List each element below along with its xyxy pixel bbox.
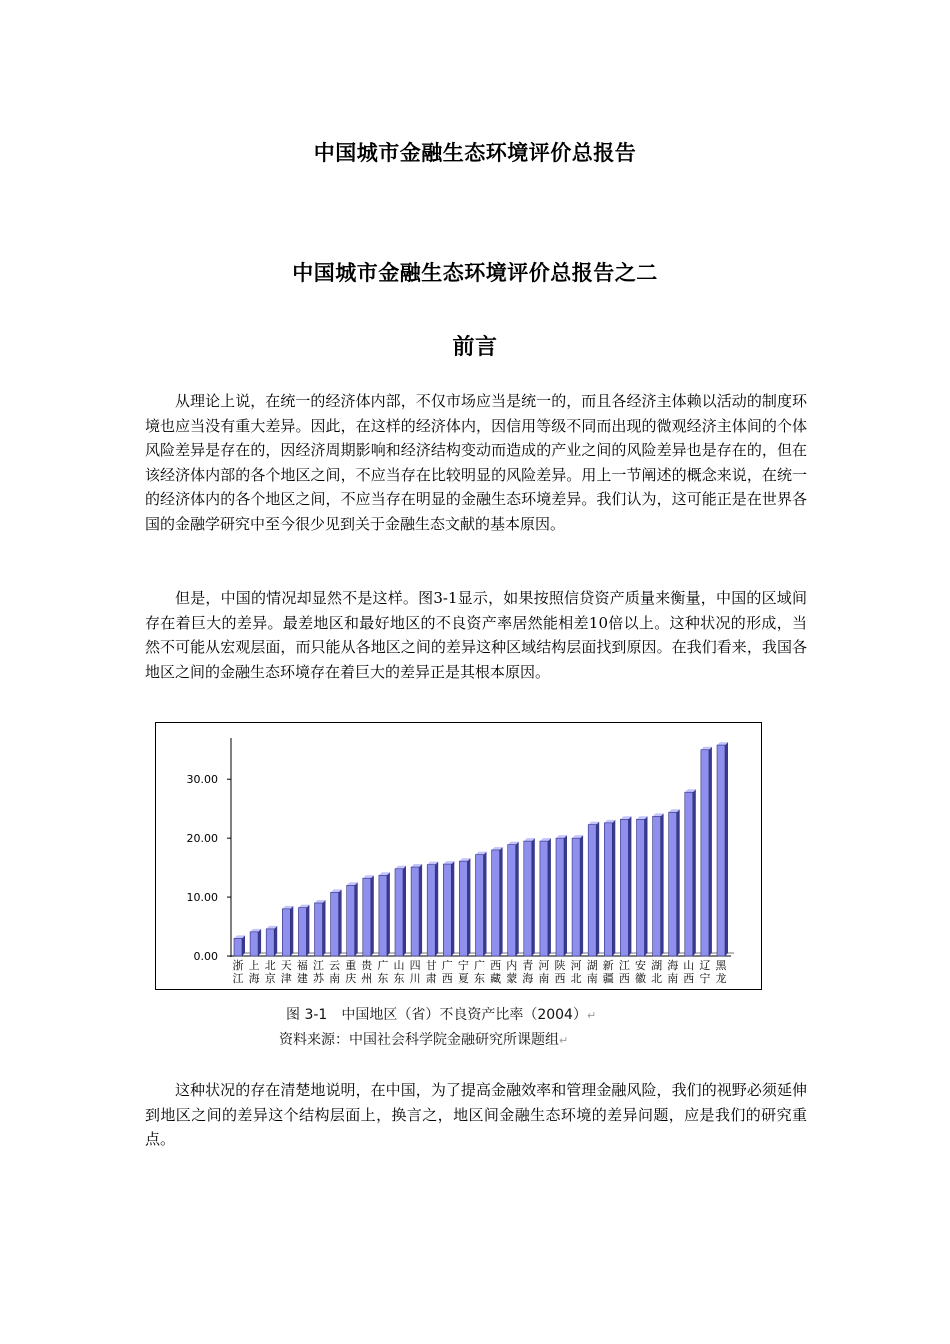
bar-chart — [156, 723, 761, 989]
bar — [508, 845, 516, 956]
bar — [315, 903, 323, 956]
section-heading: 前言 — [452, 334, 498, 360]
bar — [250, 932, 258, 956]
x-tick-label: 河北 — [570, 959, 582, 985]
bar-side — [661, 813, 664, 956]
bar-side — [677, 809, 680, 956]
bar-side — [306, 905, 309, 956]
x-tick-label: 四川 — [409, 959, 421, 985]
bar-side — [596, 822, 599, 956]
bar — [524, 841, 532, 956]
bar-side — [693, 789, 696, 956]
x-tick-label: 云南 — [329, 959, 341, 985]
bar — [331, 892, 339, 956]
bar-side — [258, 929, 261, 956]
bar — [701, 750, 709, 956]
document-title: 中国城市金融生态环境评价总报告 — [313, 140, 637, 165]
bar-side — [242, 935, 245, 956]
bar — [685, 792, 693, 956]
x-tick-label: 安徽 — [635, 959, 646, 985]
bar-side — [516, 842, 519, 956]
bar — [459, 861, 467, 956]
x-tick-label: 重庆 — [345, 959, 357, 985]
x-tick-label: 宁夏 — [457, 959, 469, 985]
paragraph-2: 但是，中国的情况却显然不是这样。图3-1显示，如果按照信贷资产质量来衡量，中国的区域间存在着巨大的差异。最差地区和最好地区的不良资产率居然能相差10倍以上。这种状况的形成，当然不可能从宏观层面，而只能从各地区之间的差异这种区域结构层面找到原因。在我们看来，我国各地区之间的金融生态环境存在着巨大的差异正是其根本原因。 — [145, 589, 807, 681]
x-tick-label: 北京 — [264, 959, 276, 985]
bar — [476, 855, 484, 956]
bar-side — [323, 900, 326, 956]
figure-caption-text: 图 3-1 中国地区（省）不良资产比率（2004） — [286, 1007, 587, 1023]
bar — [620, 819, 628, 956]
x-tick-label: 湖南 — [586, 959, 598, 985]
figure-caption — [286, 1004, 596, 1024]
y-tick-label: 20.00 — [186, 832, 218, 846]
bar — [363, 878, 371, 956]
bar — [604, 823, 612, 956]
bar — [588, 825, 596, 956]
bar — [717, 745, 725, 956]
bar-side — [274, 926, 277, 956]
bar-side — [403, 866, 406, 956]
y-tick-label: 0.00 — [193, 950, 218, 963]
bar — [637, 819, 645, 956]
x-tick-label: 山东 — [393, 959, 405, 985]
x-tick-label: 天津 — [280, 959, 292, 985]
bar — [427, 865, 435, 956]
x-tick-label: 广西 — [441, 959, 453, 985]
bar-side — [628, 816, 631, 956]
x-tick-label: 江苏 — [313, 959, 324, 985]
x-tick-label: 新疆 — [602, 959, 614, 985]
x-tick-label: 贵州 — [361, 959, 373, 985]
figure-source — [279, 1029, 568, 1049]
bar — [379, 875, 387, 956]
x-tick-label: 黑龙 — [715, 959, 727, 985]
bar — [653, 816, 661, 956]
bar-side — [612, 820, 615, 956]
x-tick-label: 福建 — [296, 959, 308, 985]
x-tick-label: 陕西 — [554, 959, 566, 985]
bar-side — [645, 816, 648, 956]
bar — [540, 841, 548, 956]
paragraph-1: 从理论上说，在统一的经济体内部，不仅市场应当是统一的，而且各经济主体赖以活动的制度环境也应当没有重大差异。因此，在这样的经济体内，因信用等级不同而出现的微观经济主体间的个体风险差异是存在的，因经济周期影响和经济结构变动而造成的产业之间的风险差异也是存在的，但在该经济体内部的各个地区之间，不应当存在比较明显的风险差异。用上一节阐述的概念来说，在统一的经济体内的各个地区之间，不应当存在明显的金融生态环境差异。我们认为，这可能正是在世界各国的金融学研究中至今很少见到关于金融生态文献的基本原因。 — [145, 392, 807, 533]
paragraph-3: 这种状况的存在清楚地说明，在中国，为了提高金融效率和管理金融风险，我们的视野必须延伸到地区之间的差异这个结构层面上，换言之，地区间金融生态环境的差异问题，应是我们的研究重点。 — [145, 1081, 807, 1148]
bar-side — [467, 858, 470, 956]
bar-side — [371, 875, 374, 956]
x-tick-label: 河南 — [538, 959, 550, 985]
x-tick-label: 湖北 — [651, 959, 663, 985]
bar-side — [339, 889, 342, 956]
bar-side — [435, 862, 438, 956]
bar-side — [564, 835, 567, 956]
x-tick-label: 内蒙 — [506, 959, 518, 985]
bar — [298, 908, 306, 956]
bar-side — [290, 906, 293, 956]
x-tick-label: 海南 — [667, 959, 679, 985]
x-tick-label: 浙江 — [232, 959, 244, 985]
x-tick-label: 西藏 — [490, 959, 502, 985]
paragraph-mark-icon: ↵ — [586, 1009, 597, 1022]
figure-source-text: 资料来源：中国社会科学院金融研究所课题组 — [279, 1032, 559, 1048]
bar-side — [387, 872, 390, 956]
y-tick-label: 30.00 — [186, 773, 218, 787]
paragraph-mark-icon: ↵ — [559, 1034, 569, 1047]
bar-side — [484, 852, 487, 956]
bar — [282, 909, 290, 956]
bar-side — [419, 864, 422, 956]
bar — [234, 938, 242, 956]
x-tick-label: 青海 — [522, 959, 534, 985]
x-tick-label: 甘肃 — [425, 959, 437, 985]
bar — [492, 850, 500, 956]
bar — [556, 838, 564, 956]
x-tick-label: 上海 — [248, 959, 260, 985]
bar — [669, 812, 677, 956]
x-tick-label: 江西 — [618, 959, 630, 985]
bar — [443, 864, 451, 956]
x-tick-label: 辽宁 — [699, 959, 711, 985]
bar-side — [532, 838, 535, 956]
document-subtitle: 中国城市金融生态环境评价总报告之二 — [292, 260, 658, 285]
x-tick-label: 广东 — [474, 959, 485, 985]
bar-side — [548, 838, 551, 956]
bar-side — [709, 747, 712, 956]
bar — [411, 867, 419, 956]
bar-side — [500, 847, 503, 956]
bar — [395, 869, 403, 956]
bar-side — [355, 882, 358, 956]
bar-side — [725, 742, 728, 956]
bar-side — [580, 835, 583, 956]
bar — [347, 885, 355, 956]
bar — [572, 838, 580, 956]
x-tick-label: 山西 — [683, 959, 695, 985]
bar-side — [451, 861, 454, 956]
figure-3-1-frame — [155, 722, 762, 990]
x-tick-label: 广东 — [377, 959, 389, 985]
bar — [266, 929, 274, 956]
y-tick-label: 10.00 — [186, 891, 218, 905]
